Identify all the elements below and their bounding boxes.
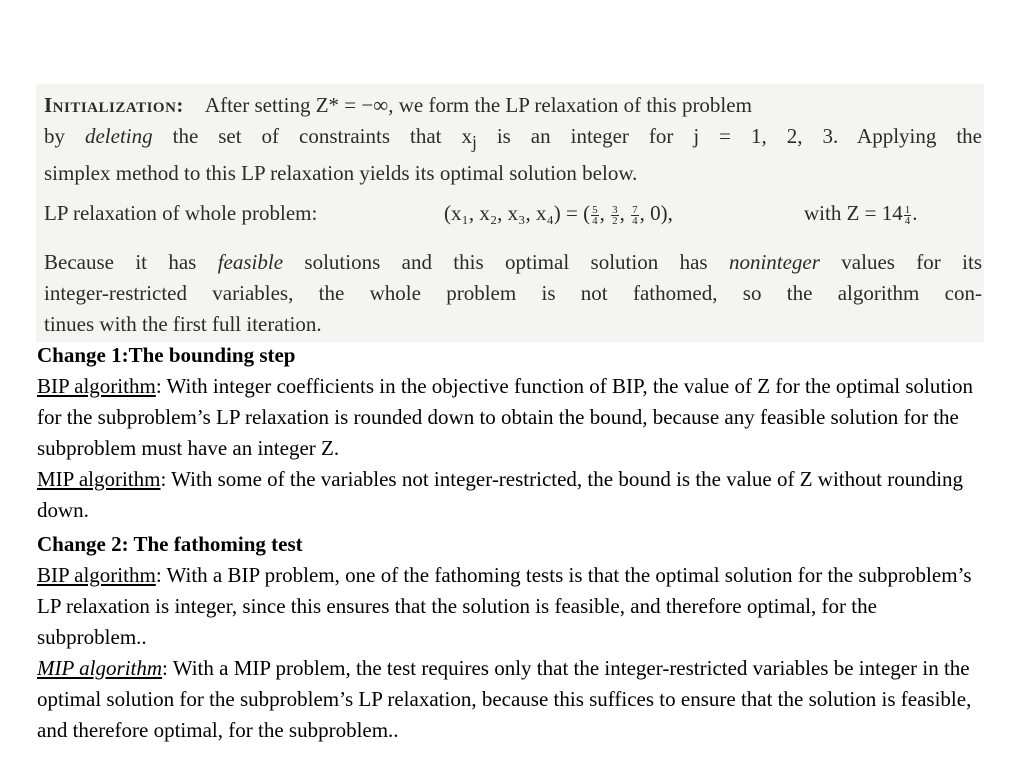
emphasis-text: feasible [217, 250, 284, 274]
fraction: $\frac{3}{2}$ [612, 203, 618, 227]
bip-algorithm-label: BIP algorithm [37, 374, 156, 398]
objective-value: with Z = 14 $\frac{1}{4}$ . [804, 201, 918, 227]
lp-relaxation-label: LP relaxation of whole problem: [44, 201, 318, 225]
solution-tuple: (x₁, x₂, x₃, x₄) = ( $\frac{5}{4}$ , $\frac{3}{2}$ , $\frac{7}{4}$ , 0), [444, 201, 673, 227]
fraction: $\frac{1}{4}$ [904, 203, 911, 227]
change1-bip-paragraph: BIP algorithm: With integer coefficients in the objective function of BIP, the value of Z for the optimal solution for the subproblem’s LP relaxation is rounded down to obtain the bound, because any feasible solution for the subproblem must have an integer Z. [37, 374, 973, 460]
lp-relaxation-result [44, 198, 982, 229]
initialization-paragraph: Initialization: After setting Z* = −∞, we form the LP relaxation of this problem by deleting the set of constraints that $x_j$ is an integer for j = 1, 2, 3. Applying the simplex method to this LP relaxation yields its optimal solution below. [44, 90, 982, 189]
change2-heading: Change 2: The fathoming test [37, 532, 303, 556]
emphasis-text: deleting [84, 124, 153, 148]
fraction: $\frac{7}{4}$ [632, 203, 638, 227]
scan-text: After setting Z* = −∞, we form the LP relaxation of this problem [204, 93, 752, 117]
mip-algorithm-label: MIP algorithm [37, 656, 163, 680]
initialization-label: Initialization: [44, 93, 184, 117]
fathomed-paragraph: Because it has feasible solutions and this optimal solution has noninteger values for its integer-restricted variables, the whole problem is not fathomed, so the algorithm con- tinues with the first full iteration. [44, 247, 982, 340]
mip-algorithm-label: MIP algorithm [37, 467, 161, 491]
fraction: $\frac{5}{4}$ [592, 203, 598, 227]
change1-heading: Change 1:The bounding step [37, 343, 296, 367]
change2-mip-paragraph: MIP algorithm: With a MIP problem, the test requires only that the integer-restricted variables be integer in the optimal solution for the subproblem’s LP relaxation, because this suffices to ensure that the solution is feasible, and therefore optimal, for the subproblem.. [37, 656, 972, 742]
slide-body [37, 340, 987, 746]
scan-text: tinues with the first full iteration. [44, 312, 322, 336]
bip-algorithm-label: BIP algorithm [37, 563, 156, 587]
textbook-scan-image [36, 84, 984, 342]
change1-mip-paragraph: MIP algorithm: With some of the variables not integer-restricted, the bound is the value of Z without rounding down. [37, 467, 964, 522]
change2-bip-paragraph: BIP algorithm: With a BIP problem, one of the fathoming tests is that the optimal solution for the subproblem’s LP relaxation is integer, since this ensures that the solution is feasible, and therefore optimal, for the subproblem.. [37, 563, 972, 649]
emphasis-text: noninteger [728, 250, 820, 274]
scan-text: simplex method to this LP relaxation yields its optimal solution below. [44, 161, 638, 186]
scan-text: integer-restricted variables, the whole problem is not fathomed, so the algorithm con- [44, 281, 982, 305]
